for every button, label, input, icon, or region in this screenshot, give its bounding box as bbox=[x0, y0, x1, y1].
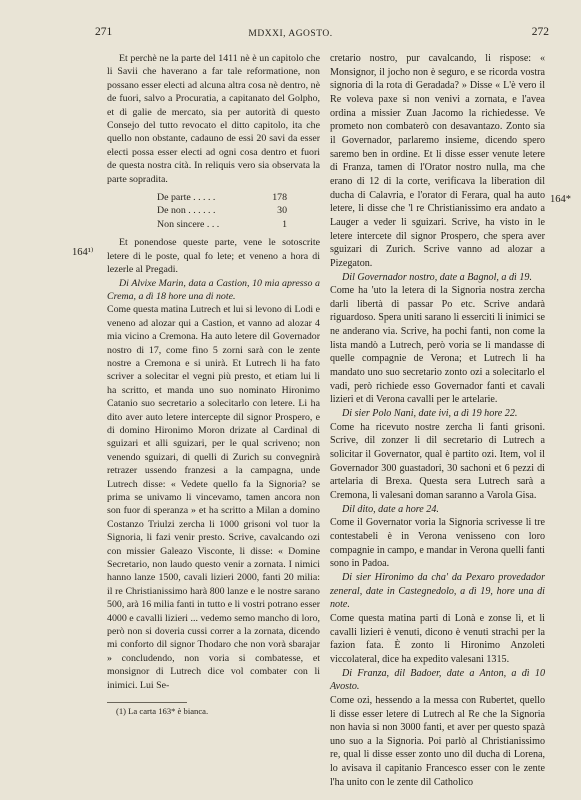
letter-heading: Di Alvixe Marin, data a Castion, 10 mia apresso a Crema, a dì 18 hore una di note. bbox=[107, 277, 320, 302]
paragraph: Come ozi, hessendo a la messa con Rubertet, quello li disse esser letere di Lutrech al Re che la Signoria non havia si non 3000 fanti, et aver per questo spazà uno suo a la Signoria. Poi parlò al Christianissimo re, qual li disse esser zonto uno dil ducha di Lorena, lo avisava il capitanio Francesco esser con le zente l'ha unito con le zente dil Catholico bbox=[330, 694, 545, 788]
margin-note-left: 164¹⁾ bbox=[72, 247, 94, 258]
paragraph: Et perchè ne la parte del 1411 nè è un capitolo che li Savii che haverano a far tale reformatione, non possano esser electi ad alcuna altra cosa nè dentro, nè de fuori, salvo a Procuratia, a capitanato del Golpho, et di galie de mercato, sia per autorità di questo Consejo del tutto revocato el ditto capitolo, ita che quello non obstante, cadauno de essi 20 savi da esser electi possa esser electi ad ogni cosa dentro et fuori de questa nostra cità. In reliquis vero sia observata la parte sopradita. bbox=[107, 53, 320, 185]
letter-heading: Di sier Hironimo da cha' da Pexaro provedador zeneral, date in Castegnedolo, a dì 19, hore una di note. bbox=[330, 571, 545, 611]
running-title: MDXXI, AGOSTO. bbox=[248, 29, 333, 39]
vote-tally bbox=[157, 191, 287, 231]
footnote-rule bbox=[107, 702, 187, 703]
right-column bbox=[330, 52, 545, 789]
margin-note-right: 164* bbox=[550, 194, 571, 205]
paragraph: Come questa matina Lutrech et lui si levono di Lodi e veneno ad alozar qui a Castion, et vanno ad alozar 4 mia vicino a Cremona. Ha auto letere dil Governador nostro di 17, come fino 5 zorni sarà con le zente nostre a Cremona e si unirà. Et Lutrech li ha fato scriver a solecitar el vegni più presto, et etiam lui li ha scritto, et manda uno suo nominato Hironimo Catanio suo secretario a solecitarlo con letere. Li ha dito aver auto letere intercepte dil signor Prospero, e di domino Hironimo Moron drizate al Cardinal di sguizari et alli sguizari, per le qual scriveno; non venendo sguizari, di quelli di Zurich su convegnirà retrazer ussendo franzesi a la campagna, unde Lutrech disse: « Vedete quello fa la Signoria? se prima se univamo li vincevamo, tamen ancora non son fuor di speranza » et ha scritto a Milan a domino Costanzo Triulzi zercha li 1000 grisoni vol tuor la Signoria, li fazi venir presto. Scrive, cavalcando ozi con missier Galeazo Visconte, li disse: « Domine Secretario, non laudo questo venir a zornata. I nimici hanno lanze 1500, cavali lizieri 2000, fanti 20 milia: il re Christianissimo harà 800 lanze e le nostre sarano 500, arà 16 milia fanti in tutto e li vostri potrano esser 4000 e cavalli lizieri ... vedemo semo mancho di loro, però non si doveria cussi correr a la zornata, dicendo mi conforto dil signor Thodaro che non vorà sbarajar » concludendo, non voria si combatesse, et monsignor di Lutrech dice vol combater con li inimici. Lui Se- bbox=[107, 304, 320, 691]
letter-heading: Di Franza, dil Badoer, date a Anton, a dì 10 Avosto. bbox=[330, 667, 545, 693]
paragraph: Come questa matina parti di Lonà e zonse lì, et li cavalli lizieri è venuti, dicono è venuti strachi per la fazion fata. È zonto li Hironimo Anzoleti viccolateral, dice ha expedito valesani 1315. bbox=[330, 612, 545, 665]
paragraph: Come il Governator voria la Signoria scrivesse li tre contestabeli è in Verona venisseno con loro compagnie in campo, e mandar in Verona quelli fanti sono in Padoa. bbox=[330, 517, 545, 570]
paragraph: Et ponendose queste parte, vene le sotoscrite letere di le poste, qual fo lete; et veneno a hora di lezerle al Pregadi. bbox=[107, 237, 320, 276]
page-number-right: 272 bbox=[531, 26, 549, 38]
vote-row: De non . . . . . . 30 bbox=[157, 205, 287, 217]
letter-heading: Di sier Polo Nani, date ivi, a dì 19 hore 22. bbox=[342, 408, 518, 420]
left-column bbox=[107, 52, 320, 692]
paragraph: Come ha ricevuto nostre zercha li fanti grisoni. Scrive, dil zonzer li dil secretario di Lutrech a solicitar il Governator, qual è partito ozi. Item, vol il Governador 300 guastadori, 30 sachoni et 6 pezzi di artelaria di Brexa. Questa sera Lutrech sarà a Cremona, li valesani doman saranno a Varola Gisa. bbox=[330, 421, 545, 501]
page-number-left: 271 bbox=[95, 26, 113, 38]
vote-row: De parte . . . . . 178 bbox=[157, 192, 287, 204]
letter-heading: Dil dito, date a hore 24. bbox=[342, 503, 439, 515]
vote-row: Non sincere . . . 1 bbox=[157, 218, 287, 230]
paragraph: Come ha 'uto la letera di la Signoria nostra zercha darli libertà di passar Po etc. Scrive andarà riguardoso. Spera uniti sarano li esserciti li inimici se ne anderano via. Scrive, ha pochi fanti, non come la lista mandò a Lutrech, però voria se li mandasse di quelle compagnie de Verona; et Lutrech li ha mandato uno suo secretario zonto ozi a solecitarlo el vadi, però richiede esso Governador fanti et cavali lizieri et di Verona cavalli per le artelarie. bbox=[330, 285, 546, 406]
paragraph: cretario nostro, pur cavalcando, li rispose: « Monsignor, il jocho non è seguro, e se ricorda vostra signoria di la rota di Geradada? » Disse « L'è vero il Re voleva paxe si non venivi a zornata, e l'avea ordina a missier Zuan Jacomo la richiedesse. Ve prometo non combaterò con desavantazo. Zonto sia il Governador, parlaremo insieme, dicendo spero saremo ben in ordine. Et li disse esser venute letere di Franza, tamen di l'Orator nostro nulla, ma che erano di 12 di la corte, verificava la liberation dil ducha di Calavria, e l'orator di Ferara, qual ha auto letere, li disse che 'l re Christianissimo era andato a Lauger a veder li sguizari. Scrive, ha visto in le letere intercete dil signor Prospero, che spera aver sguizari di Zurich. Scrive vanno ad alozar a Pizegaton. bbox=[330, 53, 545, 269]
footnote: (1) La carta 163* è bianca. bbox=[116, 706, 209, 716]
letter-heading: Dil Governador nostro, date a Bagnol, a dì 19. bbox=[342, 271, 532, 283]
